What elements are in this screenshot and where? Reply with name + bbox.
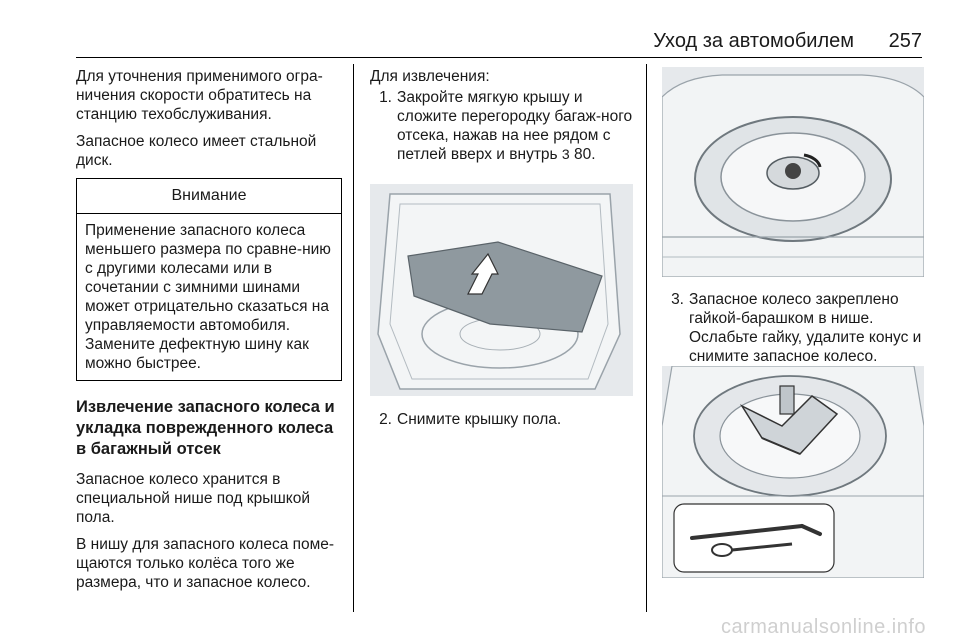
paragraph: Запасное колесо хранится в специальной нише под крышкой пола. [76,471,310,526]
column-divider [646,64,647,612]
step-3 [662,290,927,366]
step-2 [370,410,635,429]
step-text: Снимите крышку пола. [397,411,562,428]
paragraph: В нишу для запасного колеса поме-щаются только колёса того же размера, что и запасное колесо. [76,536,335,591]
column-2 [370,67,635,164]
paragraph: Для уточнения применимого огра-ничения скорости обратитесь на станцию техобслуживания. [76,68,323,123]
jack-and-tools-illustration [662,366,924,578]
step-number: 3. [671,291,684,308]
header-title: Уход за автомобилем [653,30,854,52]
page-header [0,0,960,60]
step-1 [370,88,635,164]
step-number: 1. [379,89,392,106]
trunk-floor-cover-illustration [370,184,633,396]
column-divider [353,64,354,612]
page-number: 257 [888,30,922,52]
warning-box [76,178,342,381]
step-text: Закройте мягкую крышу и сложите перегородку багаж-ного отсека, нажав на нее рядом с петлей вверх и внутрь [397,89,633,163]
page-reference-icon: 3 [561,146,570,162]
column-1 [76,67,342,600]
header-rule [76,57,922,58]
step-number: 2. [379,411,392,428]
warning-text: Применение запасного колеса меньшего размера по сравне-нию с другими колесами или в сочетании с зимними шинами может отрицательно сказаться на управляемости автомобиля. Замените дефектную шину как можно быстрее. [85,222,331,372]
section-heading: Извлечение запасного колеса и укладка поврежденного колеса в багажный отсек [76,398,335,458]
watermark: carmanualsonline.info [720,616,926,638]
steps-intro: Для извлечения: [370,68,490,85]
step-text: Запасное колесо закреплено гайкой-барашком в нише. Ослабьте гайку, удалите конус и снимите запасное колесо. [689,291,922,365]
warning-title: Внимание [77,179,341,214]
spare-wheel-illustration [662,67,924,277]
paragraph: Запасное колесо имеет стальной диск. [76,133,317,169]
page-reference: 80. [574,146,596,163]
